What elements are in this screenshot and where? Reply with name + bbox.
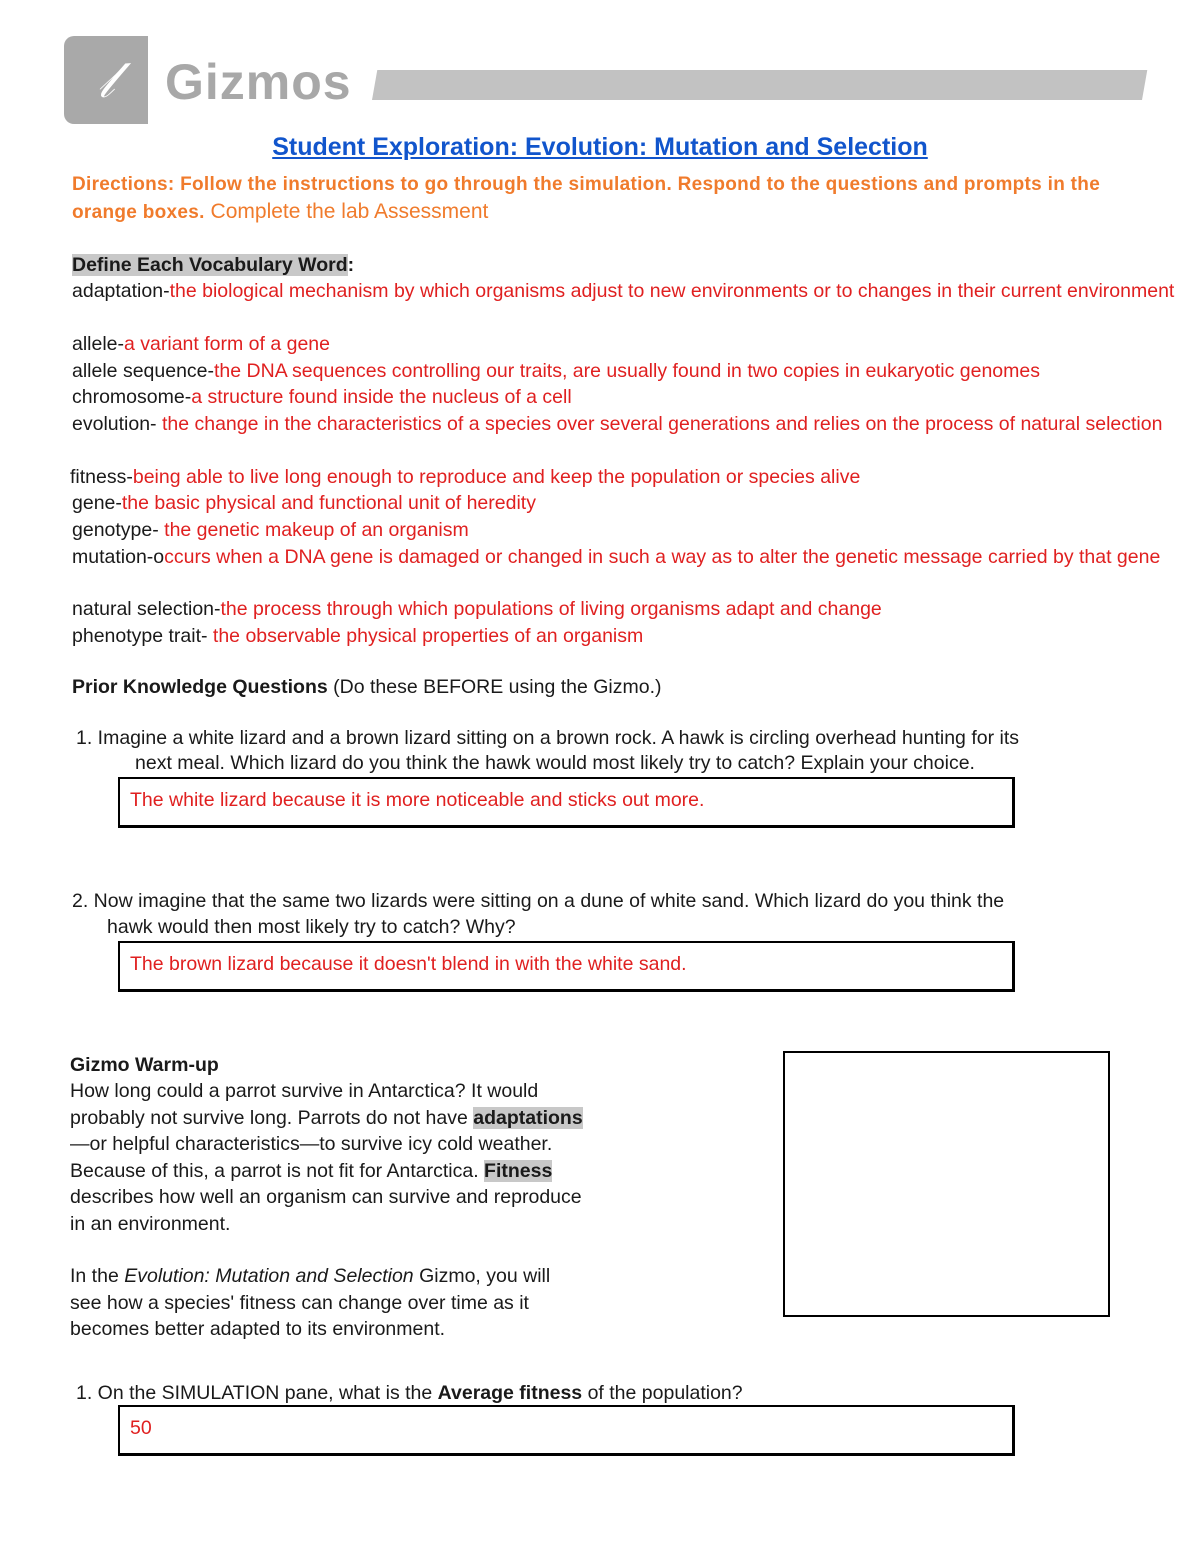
vocab-item-allele: allele-a variant form of a gene xyxy=(72,333,330,355)
vocab-item-chromosome: chromosome-a structure found inside the nucleus of a cell xyxy=(72,386,572,408)
prior-knowledge-heading: Prior Knowledge Questions (Do these BEFORE using the Gizmo.) xyxy=(72,676,662,698)
header-bar-decoration xyxy=(372,70,1147,100)
vocab-item-fitness: fitness-being able to live long enough to reproduce and keep the population or species alive xyxy=(70,466,861,488)
question-2-line-1: 2. Now imagine that the same two lizards were sitting on a dune of white sand. Which lizard do you think the xyxy=(72,890,1005,912)
question-1-line-1: 1. Imagine a white lizard and a brown lizard sitting on a brown rock. A hawk is circling overhead hunting for its xyxy=(76,727,1019,749)
directions-plain: Complete the lab Assessment xyxy=(204,200,489,223)
warmup-paragraph-1: How long could a parrot survive in Antarctica? It would probably not survive long. Parrots do not have adaptations—or helpful characteristics—to survive icy cold weather. Because of this, a parrot is not fit for Antarctica. Fitness describes how well an organism can survive and reproduce in an environment. xyxy=(70,1080,583,1235)
answer-box-warmup-q1[interactable] xyxy=(118,1405,1015,1456)
question-2-line-2: hawk would then most likely try to catch? Why? xyxy=(107,916,516,938)
warmup-question-1: 1. On the SIMULATION pane, what is the Average fitness of the population? xyxy=(76,1382,743,1404)
answer-text-q2: The brown lizard because it doesn't blend in with the white sand. xyxy=(130,953,687,975)
vocabulary-heading-text: Define Each Vocabulary Word xyxy=(72,254,348,276)
answer-box-q2[interactable] xyxy=(118,941,1015,992)
answer-text-q1: The white lizard because it is more noticeable and sticks out more. xyxy=(130,789,705,811)
vocab-item-gene: gene-the basic physical and functional unit of heredity xyxy=(72,492,536,514)
gizmo-screenshot-placeholder xyxy=(783,1051,1110,1317)
answer-box-q1[interactable] xyxy=(118,777,1015,828)
vocab-item-natural-selection: natural selection-the process through which populations of living organisms adapt and change xyxy=(72,598,882,620)
vocab-item-allele-sequence: allele sequence-the DNA sequences controlling our traits, are usually found in two copies in eukaryotic genomes xyxy=(72,360,1040,382)
question-1-line-2: next meal. Which lizard do you think the hawk would most likely try to catch? Explain your choice. xyxy=(135,752,975,774)
vocab-item-mutation: mutation-occurs when a DNA gene is damaged or changed in such a way as to alter the genetic message carried by that gene xyxy=(72,546,1161,568)
vocab-item-evolution: evolution- the change in the characteristics of a species over several generations and relies on the process of natural selection xyxy=(72,413,1163,435)
vocab-item-adaptation: adaptation-the biological mechanism by which organisms adjust to new environments or to changes in their current environment xyxy=(72,280,1175,302)
vocab-item-phenotype-trait: phenotype trait- the observable physical properties of an organism xyxy=(72,625,644,647)
term-fitness: Fitness xyxy=(484,1159,553,1182)
vocabulary-heading: Define Each Vocabulary Word: xyxy=(72,254,355,276)
directions-bold: Directions: Follow the instructions to go through the simulation. Respond to the questions and prompts in the orange boxes. xyxy=(72,174,1101,223)
gizmos-logo-icon: 𝓁 xyxy=(97,51,115,109)
directions xyxy=(72,171,1132,226)
vocab-item-genotype: genotype- the genetic makeup of an organism xyxy=(72,519,469,541)
warmup-paragraph-2: In the Evolution: Mutation and Selection Gizmo, you will see how a species' fitness can change over time as it becomes better adapted to its environment. xyxy=(70,1265,551,1340)
term-adaptations: adaptations xyxy=(473,1106,583,1129)
page-title: Student Exploration: Evolution: Mutation and Selection xyxy=(272,133,928,161)
gizmos-brand-name: Gizmos xyxy=(165,54,352,110)
answer-text-warmup-q1: 50 xyxy=(130,1417,152,1439)
warmup-heading: Gizmo Warm-up xyxy=(70,1054,219,1076)
